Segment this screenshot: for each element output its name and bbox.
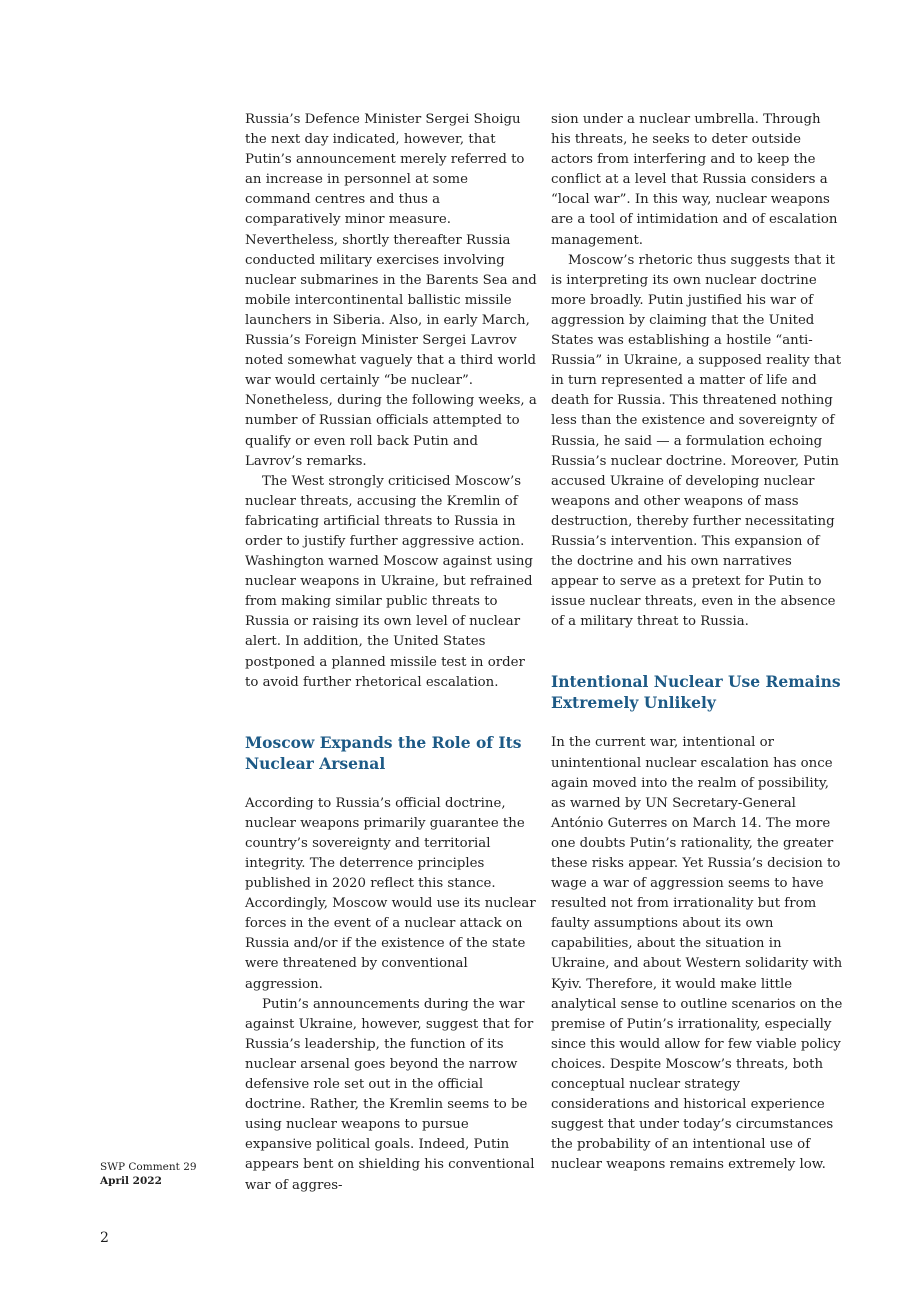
body-paragraph: Putin’s announcements during the war against Ukraine, however, suggest that for Russia’s leadership, the function of its nuclear arsenal goes beyond the narrow defensive role set out in the official doctrine. Rather, the Kremlin seems to be using nuclear weapons to pursue expansive political goals. Indeed, Putin appears bent on shielding his conventional war of aggres- xyxy=(245,996,535,1193)
series-label: SWP Comment 29 xyxy=(100,1161,197,1173)
body-paragraph: Moscow’s rhetoric thus suggests that it is interpreting its own nuclear doctrine more broadly. Putin justified his war of aggression by claiming that the United States was establishing a hostile “anti-Russia” in Ukraine, a supposed reality that in turn represented a matter of life and death for Russia. This threatened nothing less than the existence and sovereignty of Russia, he said — a formulation echoing Russia’s nuclear doctrine. Moreover, Putin accused Ukraine of developing nuclear weapons and other weapons of mass destruction, thereby further necessitating Russia’s intervention. This expansion of the doctrine and his own narratives appear to serve as a pretext for Putin to issue nuclear threats, even in the absence of a military threat to Russia. xyxy=(551,252,842,630)
page-number: 2 xyxy=(100,1230,109,1246)
footer xyxy=(100,1160,197,1188)
body-paragraph: According to Russia’s official doctrine, nuclear weapons primarily guarantee the country’s sovereignty and territorial integrity. The deterrence principles published in 2020 reflect this stance. Accordingly, Moscow would use its nuclear forces in the event of a nuclear attack on Russia and/or if the existence of the state were threatened by conventional aggression. xyxy=(245,795,536,992)
section-heading: Intentional Nuclear Use Remains Extremely Unlikely xyxy=(551,672,841,713)
publication-date: April 2022 xyxy=(100,1175,162,1187)
section-heading: Moscow Expands the Role of Its Nuclear Arsenal xyxy=(245,732,522,773)
body-paragraph: In the current war, intentional or unintentional nuclear escalation has once again moved into the realm of possibility, as warned by UN Secretary-General António Guterres on March 14. The more one doubts Putin’s rationality, the greater these risks appear. Yet Russia’s decision to wage a war of aggression seems to have resulted not from irrationality but from faulty assumptions about its own capabilities, about the situation in Ukraine, and about Western solidarity with Kyiv. Therefore, it would make little analytical sense to outline scenarios on the premise of Putin’s irrationality, especially since this would allow for few viable policy choices. Despite Moscow’s threats, both conceptual nuclear strategy considerations and historical experience suggest that under today’s circumstances the probability of an intentional use of nuclear weapons remains extremely low. xyxy=(551,735,843,1173)
right-column xyxy=(551,110,843,1176)
left-column xyxy=(245,110,537,1196)
body-paragraph: sion under a nuclear umbrella. Through his threats, he seeks to deter outside actors from interfering and to keep the conflict at a level that Russia considers a “local war”. In this way, nuclear weapons are a tool of intimidation and of escalation management. xyxy=(551,112,838,248)
body-paragraph: The West strongly criticised Moscow’s nuclear threats, accusing the Kremlin of fabricating artificial threats to Russia in order to justify further aggressive action. Washington warned Moscow against using nuclear weapons in Ukraine, but refrained from making similar public threats to Russia or raising its own level of nuclear alert. In addition, the United States postponed a planned missile test in order to avoid further rhetorical escalation. xyxy=(245,473,533,690)
body-paragraph: Russia’s Defence Minister Sergei Shoigu the next day indicated, however, that Putin’s announcement merely referred to an increase in personnel at some command centres and thus a comparatively minor measure. Nevertheless, shortly thereafter Russia conducted military exercises involving nuclear submarines in the Barents Sea and mobile intercontinental ballistic missile launchers in Siberia. Also, in early March, Russia’s Foreign Minister Sergei Lavrov noted somewhat vaguely that a third world war would certainly “be nuclear”. Nonetheless, during the following weeks, a number of Russian officials attempted to qualify or even roll back Putin and Lavrov’s remarks. xyxy=(245,112,537,469)
